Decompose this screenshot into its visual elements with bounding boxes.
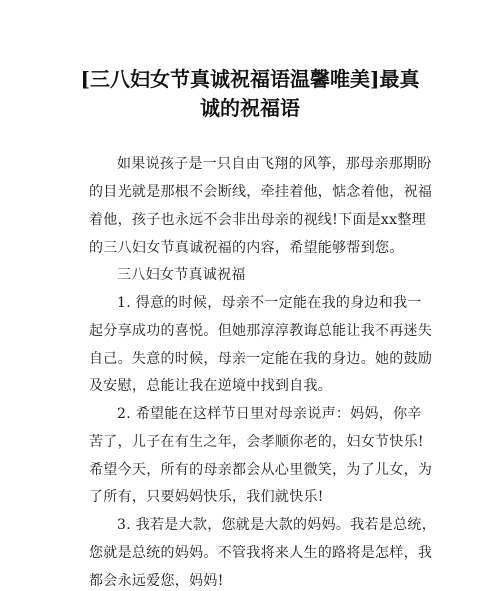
body-line: 着他，孩子也永远不会非出母亲的视线!下面是xx整理 [89, 212, 426, 228]
body-line: 如果说孩子是一只自由飞翔的风筝，那母亲那期盼 [117, 156, 432, 172]
section-heading: 三八妇女节真诚祝福 [117, 267, 246, 283]
body-line: 希望今天，所有的母亲都会从心里微笑，为了儿女，为 [89, 462, 433, 478]
body-line: 苦了，儿子在有生之年，会孝顺你老的，妇女节快乐! [89, 434, 424, 450]
body-line: 起分享成功的喜悦。但她那淳淳教诲总能让我不再迷失 [89, 323, 433, 339]
body-line: 3. 我若是大款，您就是大款的妈妈。我若是总统， [117, 517, 437, 533]
document-title-line-1: [三八妇女节真诚祝福语温馨唯美]最真 [80, 67, 420, 91]
body-line: 自己。失意的时候，母亲一定能在我的身边。她的鼓励 [89, 351, 433, 367]
body-line: 及安慰，总能让我在逆境中找到自我。 [89, 378, 333, 394]
body-line: 了所有，只要妈妈快乐，我们就快乐! [89, 489, 324, 505]
document-title-line-2: 诚的祝福语 [200, 96, 300, 120]
body-line: 2. 希望能在这样节日里对母亲说声：妈妈，你辛 [117, 406, 422, 422]
body-line: 的目光就是那根不会断线，牵挂着他，惦念着他，祝福 [89, 184, 433, 200]
body-line: 都会永远爱您，妈妈! [89, 573, 224, 589]
body-line: 的三八妇女节真诚祝福的内容，希望能够帮到您。 [89, 240, 404, 256]
body-line: 1. 得意的时候，母亲不一定能在我的身边和我一 [117, 295, 422, 311]
body-line: 您就是总统的妈妈。不管我将来人生的路将是怎样，我 [89, 545, 433, 561]
